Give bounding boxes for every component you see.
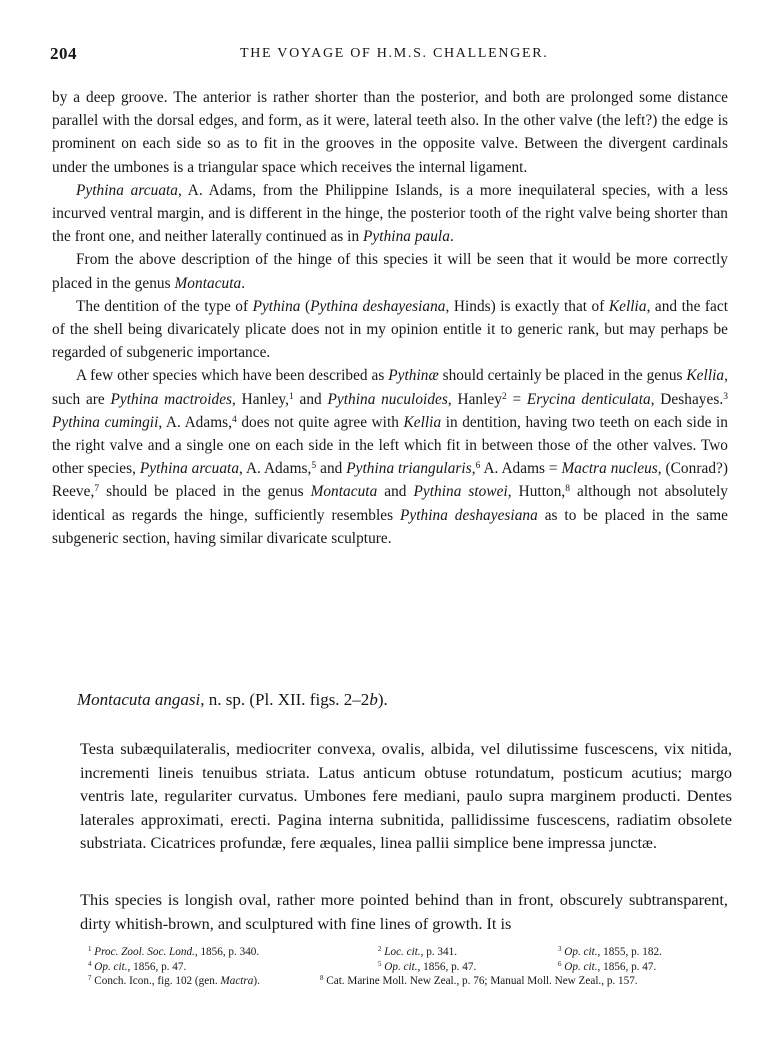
running-title: THE VOYAGE OF H.M.S. CHALLENGER. [240,46,549,61]
footnotes [88,945,748,989]
paragraph-pythina-arcuata: Pythina arcuata, A. Adams, from the Philippine Islands, is a more inequilateral species, with a less incurved ventral margin, and is different in the hinge, the posterior tooth of the right valve being shorter than the front one, and neither laterally continued as in Pythina paula. [52,181,728,246]
footnote-row [88,974,748,989]
latin-description [80,737,732,855]
footnote-row [88,960,748,975]
paragraph-other-species: A few other species which have been described as Pythinæ should certainly be placed in the genus Kellia, such are Pythina mactroides, Hanley,$^1$ and Pythina nuculoides, Hanley$^2$ = Erycina denticulata, Deshayes.$^3$ Pythina cumingii, A. Adams,$^4$ does not quite agree with Kellia in dentition, having two teeth on each side in the right valve and a single one on each side in the left which fit in between those of the other valves. Two other species, Pythina arcuata, A. Adams,$^5$ and Pythina triangularis,$^6$ A. Adams = Mactra nucleus, (Conrad?) Reeve,$^7$ should be placed in the genus Montacuta and Pythina stowei, Hutton,$^8$ although not absolutely identical as regards the hinge, sufficiently resembles Pythina deshayesiana as to be placed in the same subgeneric section, having similar divaricate sculpture. [52,367,729,547]
species-heading: Montacuta angasi, n. sp. (Pl. XII. figs. 2–2b). [77,690,388,709]
paragraph-dentition-type: The dentition of the type of Pythina (Pythina deshayesiana, Hinds) is exactly that of Kellia, and the fact of the shell being divaricately plicate does not in my opinion entitle it to generic rank, but may perhaps be regarded of subgeneric importance. [52,297,728,362]
footnote-6: $^6$ Op. cit., 1856, p. 47. [558,959,657,973]
footnote-1: $^1$ Proc. Zool. Soc. Lond., 1856, p. 340. [88,945,260,958]
footnote-3: $^3$ Op. cit., 1855, p. 182. [558,945,662,958]
english-description [80,888,728,935]
footnote-row [88,945,748,960]
paragraph-hinge-groove: by a deep groove. The anterior is rather shorter than the posterior, and both are prolonged some distance parallel with the dorsal edges, and form, as it were, lateral teeth also. In the other valve (the left?) the edge is prominent on each side so as to fit in the grooves in the opposite valve. Between the divergent cardinals under the umbones is a triangular space which receives the internal ligament. [52,89,728,176]
footnote-7: $^7$ Conch. Icon., fig. 102 (gen. Mactra). [88,974,260,988]
footnote-4: $^4$ Op. cit., 1856, p. 47. [88,959,187,973]
paragraph-montacuta-placement: From the above description of the hinge of this species it will be seen that it would be more correctly placed in the genus Montacuta. [52,251,728,292]
running-head [50,44,740,68]
footnote-8: $^8$ Cat. Marine Moll. New Zeal., p. 76; Manual Moll. New Zeal., p. 157. [320,974,638,988]
footnote-5: $^5$ Op. cit., 1856, p. 47. [378,959,477,973]
footnote-2: $^2$ Loc. cit., p. 341. [378,945,457,958]
english-description-text: This species is longish oval, rather more pointed behind than in front, obscurely subtransparent, dirty whitish-brown, and sculptured with fine lines of growth. It is [80,890,728,933]
latin-description-text: Testa subæquilateralis, mediocriter convexa, ovalis, albida, vel dilutissime fuscescens, vix nitida, incrementi lineis tenuibus striata. Latus anticum obtuse rotundatum, posticum acutius; margo ventris late, regulariter curvatus. Umbones fere mediani, paulo supra marginem producti. Dentes laterales approximati, erecti. Pagina interna subnitida, pallidissime fuscescens, radiatim obsolete substriata. Cicatrices profundæ, fere æquales, linea pallii simplice bene impressa junctæ. [80,739,732,853]
body-text [52,86,728,550]
page-number: 204 [50,44,77,63]
